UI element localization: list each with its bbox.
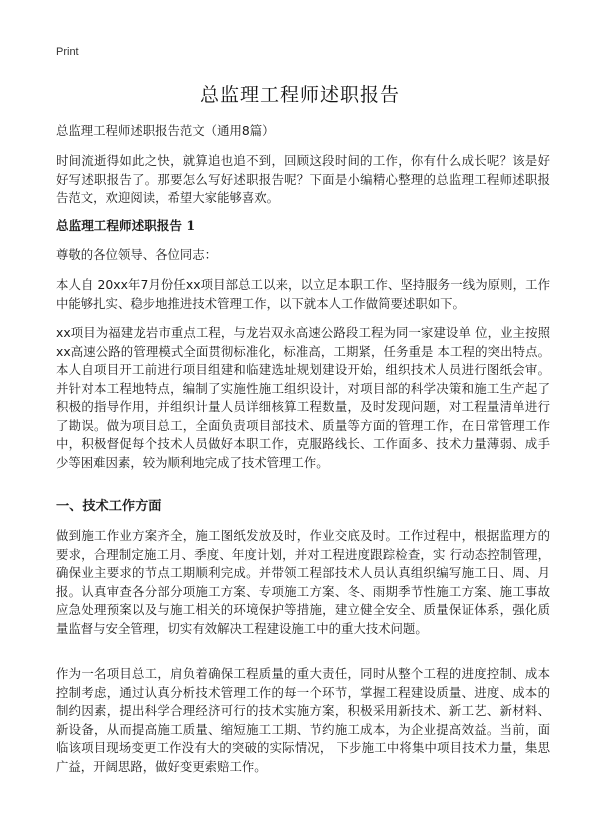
print-label[interactable]: Print	[56, 46, 79, 58]
paragraph-1: 本人自 20xx年7月份任xx项目部总工以来，以立足本职工作、坚持服务一线为原则，工作中能够扎实、稳步地推进技术管理工作，以下就本人工作做简要述职如下。	[56, 277, 550, 311]
paragraph-4: 作为一名项目总工，肩负着确保工程质量的重大责任，同时从整个工程的进度控制、成本控制考虑，通过认真分析技术管理工作的每一个环节，掌握工程建设质量、进度、成本的制约因素，提出科学合理经济可行的技术实施方案，积极采用新技术、新工艺、新材料、新设备，从而提高施工质量、缩短施工工期、节约施工成本，为企业提高效益。当前，面临该项目现场变更工作没有大的突破的实际情况， 下步施工中将集中项目技术力量，集思广益，开阔思路，做好变更索赔工作。	[56, 666, 550, 774]
section-heading-technical-work: 一、技术工作方面	[56, 499, 162, 514]
paragraph-2: xx项目为福建龙岩市重点工程，与龙岩双永高速公路段工程为同一家建设单 位，业主按照xx高速公路的管理模式全面贯彻标准化，标准高，工期紧，任务重是 本工程的突出特点。本人自项目开工前进行项目组建和临建选址规划建设开始，组织技术人员进行图纸会审。并针对本工程地特点，编制了实施性施工组织设计，对项目部的科学决策和施工生产起了积极的指导作用，并组织计量人员详细核算工程数量，及时发现问题，对工程量清单进行了勘误。做为项目总工，全面负责项目部技术、质量等方面的管理工作，在日常管理工作中，积极督促每个技术人员做好本职工作，克服路线长、工作面多、技术力量薄弱、成手少等困难因素，较为顺利地完成了技术管理工作。	[56, 325, 550, 470]
greeting: 尊敬的各位领导、各位同志：	[56, 247, 218, 262]
document-subtitle: 总监理工程师述职报告范文（通用8篇）	[56, 123, 275, 138]
intro-paragraph: 时间流逝得如此之快，就算追也追不到，回顾这段时间的工作，你有什么成长呢？该是好好写述职报告了。那要怎么写好述职报告呢？下面是小编精心整理的总监理工程师述职报告范文，欢迎阅读，希望大家能够喜欢。	[56, 153, 550, 205]
paragraph-3: 做到施工作业方案齐全，施工图纸发放及时，作业交底及时。工作过程中，根据监理方的要求，合理制定施工月、季度、年度计划，并对工程进度跟踪检查，实 行动态控制管理，确保业主要求的节点工期顺利完成。并带领工程部技术人员认真组织编写施工日、周、月报。认真审查各分部分项施工方案、专项施工方案、冬、雨期季节性施工方案、施工事故应急处理预案以及与施工相关的环境保护等措施，建立健全安全、质量保证体系，强化质量监督与安全管理，切实有效解决工程建设施工中的重大技术问题。	[56, 528, 550, 636]
document-title: 总监理工程师述职报告	[199, 84, 400, 106]
section1-heading: 总监理工程师述职报告 1	[56, 218, 196, 233]
